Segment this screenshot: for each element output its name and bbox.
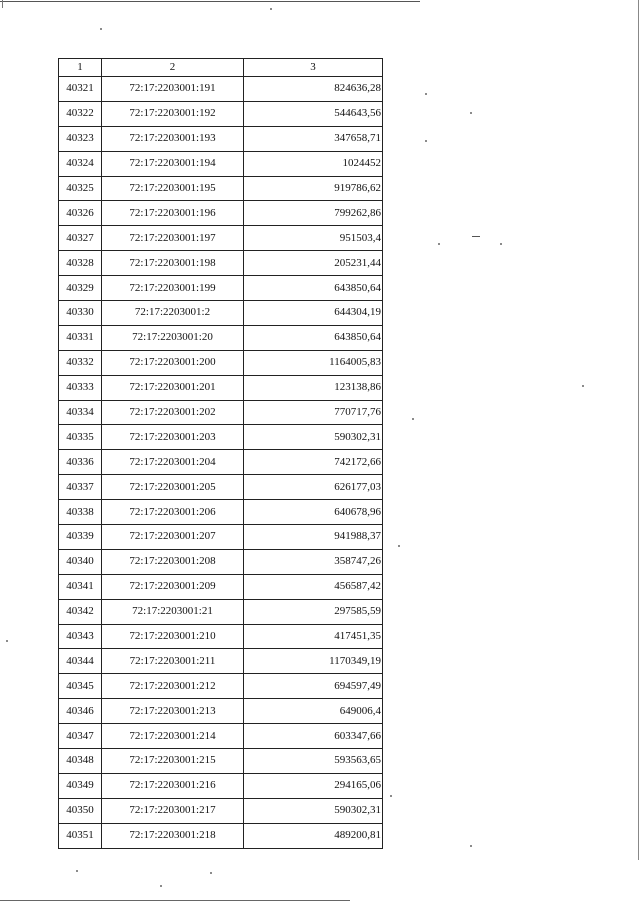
row-number-cell: 40334 [59, 400, 102, 425]
row-number-cell: 40333 [59, 375, 102, 400]
cadastral-number-cell: 72:17:2203001:193 [102, 126, 244, 151]
cadastral-value-cell: 417451,35 [244, 624, 383, 649]
table-row [59, 500, 383, 525]
cadastral-value-cell: 205231,44 [244, 251, 383, 276]
cadastral-number-cell: 72:17:2203001:216 [102, 773, 244, 798]
row-number-cell: 40330 [59, 301, 102, 326]
row-number-cell: 40343 [59, 624, 102, 649]
cadastral-value-cell: 644304,19 [244, 301, 383, 326]
cadastral-value-cell: 626177,03 [244, 475, 383, 500]
table-row [59, 674, 383, 699]
table-header-row [59, 59, 383, 77]
table-row [59, 126, 383, 151]
column-header-value: 3 [244, 59, 383, 77]
cadastral-number-cell: 72:17:2203001:197 [102, 226, 244, 251]
row-number-cell: 40339 [59, 525, 102, 550]
cadastral-number-cell: 72:17:2203001:20 [102, 325, 244, 350]
scan-speck [425, 140, 427, 142]
cadastral-number-cell: 72:17:2203001:214 [102, 724, 244, 749]
row-number-cell: 40337 [59, 475, 102, 500]
cadastral-number-cell: 72:17:2203001:205 [102, 475, 244, 500]
cadastral-number-cell: 72:17:2203001:198 [102, 251, 244, 276]
row-number-cell: 40344 [59, 649, 102, 674]
cadastral-number-cell: 72:17:2203001:208 [102, 549, 244, 574]
row-number-cell: 40336 [59, 450, 102, 475]
table-row [59, 325, 383, 350]
cadastral-value-cell: 1170349,19 [244, 649, 383, 674]
row-number-cell: 40327 [59, 226, 102, 251]
row-number-cell: 40326 [59, 201, 102, 226]
row-number-cell: 40328 [59, 251, 102, 276]
cadastral-value-cell: 358747,26 [244, 549, 383, 574]
scan-speck [412, 418, 414, 420]
table-row [59, 450, 383, 475]
cadastral-value-cell: 919786,62 [244, 176, 383, 201]
scan-speck [210, 872, 212, 874]
row-number-cell: 40321 [59, 77, 102, 102]
cadastral-value-cell: 489200,81 [244, 823, 383, 848]
scan-speck [470, 112, 472, 114]
cadastral-value-cell: 643850,64 [244, 325, 383, 350]
table-row [59, 724, 383, 749]
cadastral-value-cell: 649006,4 [244, 699, 383, 724]
row-number-cell: 40324 [59, 151, 102, 176]
table-row [59, 276, 383, 301]
cadastral-value-cell: 1164005,83 [244, 350, 383, 375]
table-row [59, 749, 383, 774]
table-row [59, 400, 383, 425]
row-number-cell: 40348 [59, 749, 102, 774]
cadastral-number-cell: 72:17:2203001:209 [102, 574, 244, 599]
table-body [59, 77, 383, 849]
row-number-cell: 40323 [59, 126, 102, 151]
row-number-cell: 40325 [59, 176, 102, 201]
cadastral-value-table [58, 58, 383, 849]
table-row [59, 773, 383, 798]
scan-dash [472, 236, 480, 237]
cadastral-number-cell: 72:17:2203001:204 [102, 450, 244, 475]
table-row [59, 649, 383, 674]
cadastral-number-cell: 72:17:2203001:203 [102, 425, 244, 450]
cadastral-value-cell: 1024452 [244, 151, 383, 176]
scan-speck [160, 885, 162, 887]
table-row [59, 798, 383, 823]
row-number-cell: 40342 [59, 599, 102, 624]
cadastral-number-cell: 72:17:2203001:2 [102, 301, 244, 326]
row-number-cell: 40341 [59, 574, 102, 599]
scan-bottom-border [0, 900, 350, 901]
row-number-cell: 40349 [59, 773, 102, 798]
cadastral-value-cell: 694597,49 [244, 674, 383, 699]
cadastral-number-cell: 72:17:2203001:211 [102, 649, 244, 674]
cadastral-value-cell: 603347,66 [244, 724, 383, 749]
scan-speck [582, 385, 584, 387]
table-row [59, 301, 383, 326]
scan-speck [100, 28, 102, 30]
table-row [59, 176, 383, 201]
table-row [59, 251, 383, 276]
cadastral-value-cell: 593563,65 [244, 749, 383, 774]
cadastral-value-cell: 742172,66 [244, 450, 383, 475]
scan-speck [438, 243, 440, 245]
cadastral-value-cell: 643850,64 [244, 276, 383, 301]
cadastral-value-cell: 294165,06 [244, 773, 383, 798]
scan-speck [76, 870, 78, 872]
cadastral-number-cell: 72:17:2203001:192 [102, 101, 244, 126]
cadastral-number-cell: 72:17:2203001:196 [102, 201, 244, 226]
cadastral-number-cell: 72:17:2203001:218 [102, 823, 244, 848]
cadastral-number-cell: 72:17:2203001:215 [102, 749, 244, 774]
cadastral-number-cell: 72:17:2203001:206 [102, 500, 244, 525]
row-number-cell: 40345 [59, 674, 102, 699]
cadastral-number-cell: 72:17:2203001:195 [102, 176, 244, 201]
cadastral-value-cell: 590302,31 [244, 798, 383, 823]
cadastral-value-cell: 297585,59 [244, 599, 383, 624]
scan-left-mark [2, 0, 3, 8]
table-row [59, 525, 383, 550]
scan-speck [500, 243, 502, 245]
cadastral-number-cell: 72:17:2203001:201 [102, 375, 244, 400]
row-number-cell: 40331 [59, 325, 102, 350]
scan-speck [398, 545, 400, 547]
scan-speck [390, 795, 392, 797]
row-number-cell: 40346 [59, 699, 102, 724]
cadastral-value-cell: 347658,71 [244, 126, 383, 151]
row-number-cell: 40322 [59, 101, 102, 126]
scan-right-edge [638, 0, 639, 860]
table-row [59, 375, 383, 400]
scan-speck [270, 8, 272, 10]
cadastral-number-cell: 72:17:2203001:191 [102, 77, 244, 102]
cadastral-value-cell: 941988,37 [244, 525, 383, 550]
cadastral-value-cell: 590302,31 [244, 425, 383, 450]
cadastral-number-cell: 72:17:2203001:199 [102, 276, 244, 301]
column-header-number: 1 [59, 59, 102, 77]
row-number-cell: 40350 [59, 798, 102, 823]
cadastral-number-cell: 72:17:2203001:21 [102, 599, 244, 624]
table-row [59, 350, 383, 375]
cadastral-value-cell: 951503,4 [244, 226, 383, 251]
cadastral-value-cell: 770717,76 [244, 400, 383, 425]
row-number-cell: 40329 [59, 276, 102, 301]
row-number-cell: 40335 [59, 425, 102, 450]
table-row [59, 101, 383, 126]
table-row [59, 201, 383, 226]
column-header-cadastral-number: 2 [102, 59, 244, 77]
cadastral-number-cell: 72:17:2203001:217 [102, 798, 244, 823]
scan-speck [6, 640, 8, 642]
table-row [59, 699, 383, 724]
table-row [59, 425, 383, 450]
table-row [59, 475, 383, 500]
row-number-cell: 40338 [59, 500, 102, 525]
cadastral-value-cell: 123138,86 [244, 375, 383, 400]
cadastral-number-cell: 72:17:2203001:210 [102, 624, 244, 649]
cadastral-value-cell: 799262,86 [244, 201, 383, 226]
table-row [59, 574, 383, 599]
row-number-cell: 40347 [59, 724, 102, 749]
cadastral-value-cell: 824636,28 [244, 77, 383, 102]
cadastral-number-cell: 72:17:2203001:212 [102, 674, 244, 699]
cadastral-value-cell: 544643,56 [244, 101, 383, 126]
table-row [59, 823, 383, 848]
table-row [59, 624, 383, 649]
scan-speck [470, 845, 472, 847]
table-row [59, 151, 383, 176]
cadastral-value-cell: 640678,96 [244, 500, 383, 525]
row-number-cell: 40351 [59, 823, 102, 848]
table-row [59, 77, 383, 102]
row-number-cell: 40332 [59, 350, 102, 375]
cadastral-number-cell: 72:17:2203001:213 [102, 699, 244, 724]
scan-top-border [0, 1, 420, 2]
table-row [59, 549, 383, 574]
scan-speck [425, 93, 427, 95]
table-row [59, 226, 383, 251]
row-number-cell: 40340 [59, 549, 102, 574]
table-row [59, 599, 383, 624]
cadastral-number-cell: 72:17:2203001:202 [102, 400, 244, 425]
cadastral-number-cell: 72:17:2203001:207 [102, 525, 244, 550]
cadastral-number-cell: 72:17:2203001:194 [102, 151, 244, 176]
cadastral-number-cell: 72:17:2203001:200 [102, 350, 244, 375]
cadastral-value-cell: 456587,42 [244, 574, 383, 599]
